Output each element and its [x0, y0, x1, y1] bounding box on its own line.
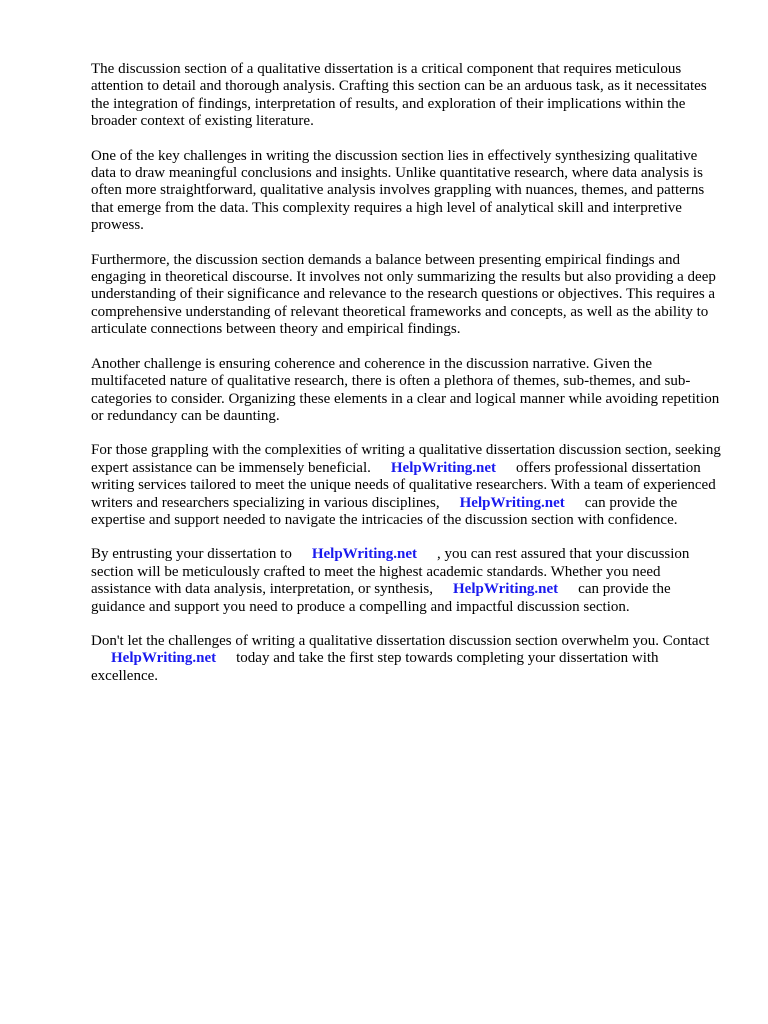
helpwriting-link[interactable]: HelpWriting.net [459, 494, 565, 511]
helpwriting-link[interactable]: HelpWriting.net [111, 650, 217, 667]
paragraph-5-text-1: For those grappling with the complexities of writing a qualitative dissertation discussion section, seeking expert assistance can be immensely beneficial. [91, 442, 721, 476]
helpwriting-link[interactable]: HelpWriting.net [311, 546, 417, 563]
paragraph-7-text-1: Don't let the challenges of writing a qualitative dissertation discussion section overwhelm you. Contact [91, 632, 710, 649]
helpwriting-link[interactable]: HelpWriting.net [390, 459, 497, 476]
document-body [91, 61, 721, 702]
paragraph-6-text-2: , you can rest assured that your discussion section will be meticulously crafted to meet the highest academic standards. Whether you need assistance with data analysis, interpretation, or synthesis, [91, 546, 690, 598]
paragraph-3: Furthermore, the discussion section demands a balance between presenting empirical findings and engaging in theoretical discourse. It involves not only summarizing the results but also providing a deep understanding of their significance and relevance to the research questions or objectives. This requires a comprehensive understanding of relevant theoretical frameworks and concepts, as well as the ability to articulate connections between theory and empirical findings. [91, 251, 716, 338]
paragraph-1: The discussion section of a qualitative dissertation is a critical component that requires meticulous attention to detail and thorough analysis. Crafting this section can be an arduous task, as it necessitates the integration of findings, interpretation of results, and exploration of their implications within the broader context of existing literature. [91, 61, 707, 130]
paragraph-6-text-1: By entrusting your dissertation to [91, 546, 292, 563]
helpwriting-link[interactable]: HelpWriting.net [453, 581, 559, 598]
paragraph-6 [91, 546, 721, 616]
paragraph-4: Another challenge is ensuring coherence and coherence in the discussion narrative. Given the multifaceted nature of qualitative research, there is often a plethora of themes, sub-themes, and sub-categories to consider. Organizing these elements in a clear and logical manner while avoiding repetition or redundancy can be daunting. [91, 355, 720, 424]
paragraph-7-text-2: today and take the first step towards completing your dissertation with excellence. [91, 650, 659, 684]
paragraph-7 [91, 633, 721, 685]
paragraph-5 [91, 442, 721, 529]
paragraph-2: One of the key challenges in writing the discussion section lies in effectively synthesizing qualitative data to draw meaningful conclusions and insights. Unlike quantitative research, where data analysis is often more straightforward, qualitative analysis involves grappling with nuances, themes, and patterns that emerge from the data. This complexity requires a high level of analytical skill and interpretive prowess. [91, 147, 705, 234]
paragraph-6-text-3: can provide the guidance and support you need to produce a compelling and impactful discussion section. [91, 581, 671, 615]
paragraph-5-text-2: offers professional dissertation writing services tailored to meet the unique needs of qualitative researchers. With a team of experienced writers and researchers specializing in various disciplines, [91, 459, 716, 511]
paragraph-5-text-3: can provide the expertise and support needed to navigate the intricacies of the discussion section with confidence. [91, 494, 678, 528]
